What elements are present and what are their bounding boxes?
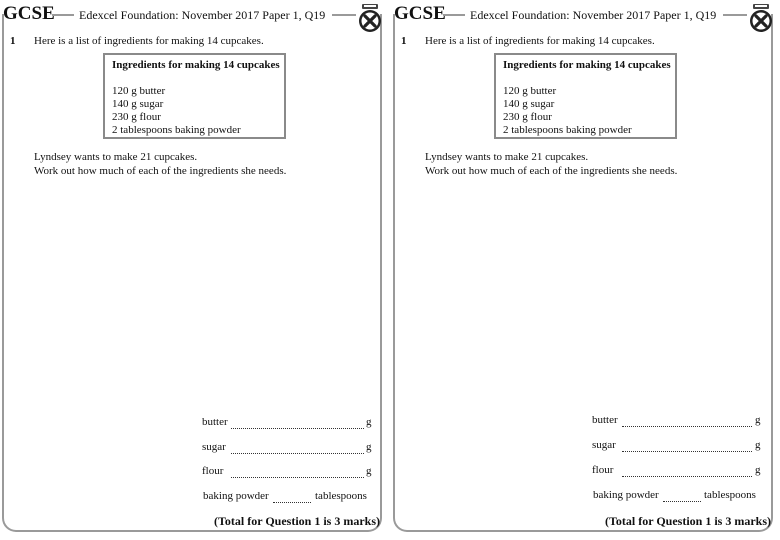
baking-powder-answer-line[interactable] [273, 502, 311, 503]
sugar-unit: g [755, 439, 761, 451]
flour-answer-line[interactable] [231, 477, 364, 478]
question-task [34, 150, 286, 178]
baking-powder-unit: tablespoons [315, 490, 367, 502]
question-number: 1 [401, 35, 407, 47]
header-rule-left [443, 14, 465, 16]
baking-powder-answer-line[interactable] [663, 501, 701, 502]
question-intro: Here is a list of ingredients for making 14 cupcakes. [34, 35, 264, 47]
ingredient-butter: 120 g butter [503, 85, 557, 97]
ingredient-sugar: 140 g sugar [503, 98, 555, 110]
question-task [425, 150, 677, 178]
question-intro: Here is a list of ingredients for making 14 cupcakes. [425, 35, 655, 47]
cross-badge-icon [356, 3, 384, 33]
ingredients-box [494, 53, 677, 139]
flour-unit: g [366, 465, 372, 477]
ingredients-box [103, 53, 286, 139]
ingredients-box-title: Ingredients for making 14 cupcakes [112, 59, 280, 71]
ingredient-sugar: 140 g sugar [112, 98, 164, 110]
flour-unit: g [755, 464, 761, 476]
butter-unit: g [366, 416, 372, 428]
butter-unit: g [755, 414, 761, 426]
sugar-label: sugar [202, 441, 226, 453]
task-line-1: Lyndsey wants to make 21 cupcakes. [34, 151, 198, 163]
ingredient-baking-powder: 2 tablespoons baking powder [112, 124, 241, 136]
baking-powder-unit: tablespoons [704, 489, 756, 501]
sugar-label: sugar [592, 439, 616, 451]
ingredient-flour: 230 g flour [112, 111, 161, 123]
gcse-logo-text: GCSE [3, 3, 55, 24]
paper-title: Edexcel Foundation: November 2017 Paper 1, Q19 [79, 8, 326, 22]
ingredient-butter: 120 g butter [112, 85, 166, 97]
header-rule-right [332, 14, 356, 16]
total-marks: (Total for Question 1 is 3 marks) [213, 514, 380, 528]
paper-title: Edexcel Foundation: November 2017 Paper 1, Q19 [470, 8, 717, 22]
worksheet-page-left [0, 0, 386, 540]
task-line-2: Work out how much of each of the ingredients she needs. [34, 165, 287, 177]
gcse-logo-text: GCSE [394, 3, 446, 24]
sugar-answer-line[interactable] [231, 453, 364, 454]
flour-answer-line[interactable] [622, 476, 752, 477]
worksheet-page-right [391, 0, 777, 540]
butter-answer-line[interactable] [231, 428, 364, 429]
baking-powder-label: baking powder [593, 489, 659, 501]
flour-label: flour [202, 465, 224, 477]
flour-label: flour [592, 464, 614, 476]
cross-badge-icon [747, 3, 775, 33]
sugar-answer-line[interactable] [622, 451, 752, 452]
baking-powder-label: baking powder [203, 490, 269, 502]
ingredient-baking-powder: 2 tablespoons baking powder [503, 124, 632, 136]
total-marks: (Total for Question 1 is 3 marks) [604, 514, 771, 528]
header-rule-right [723, 14, 747, 16]
ingredient-flour: 230 g flour [503, 111, 552, 123]
butter-answer-line[interactable] [622, 426, 752, 427]
ingredients-box-title: Ingredients for making 14 cupcakes [503, 59, 671, 71]
sugar-unit: g [366, 441, 372, 453]
question-number: 1 [10, 35, 16, 47]
task-line-2: Work out how much of each of the ingredients she needs. [425, 165, 678, 177]
butter-label: butter [202, 416, 228, 428]
task-line-1: Lyndsey wants to make 21 cupcakes. [425, 151, 589, 163]
butter-label: butter [592, 414, 618, 426]
header-rule-left [52, 14, 74, 16]
